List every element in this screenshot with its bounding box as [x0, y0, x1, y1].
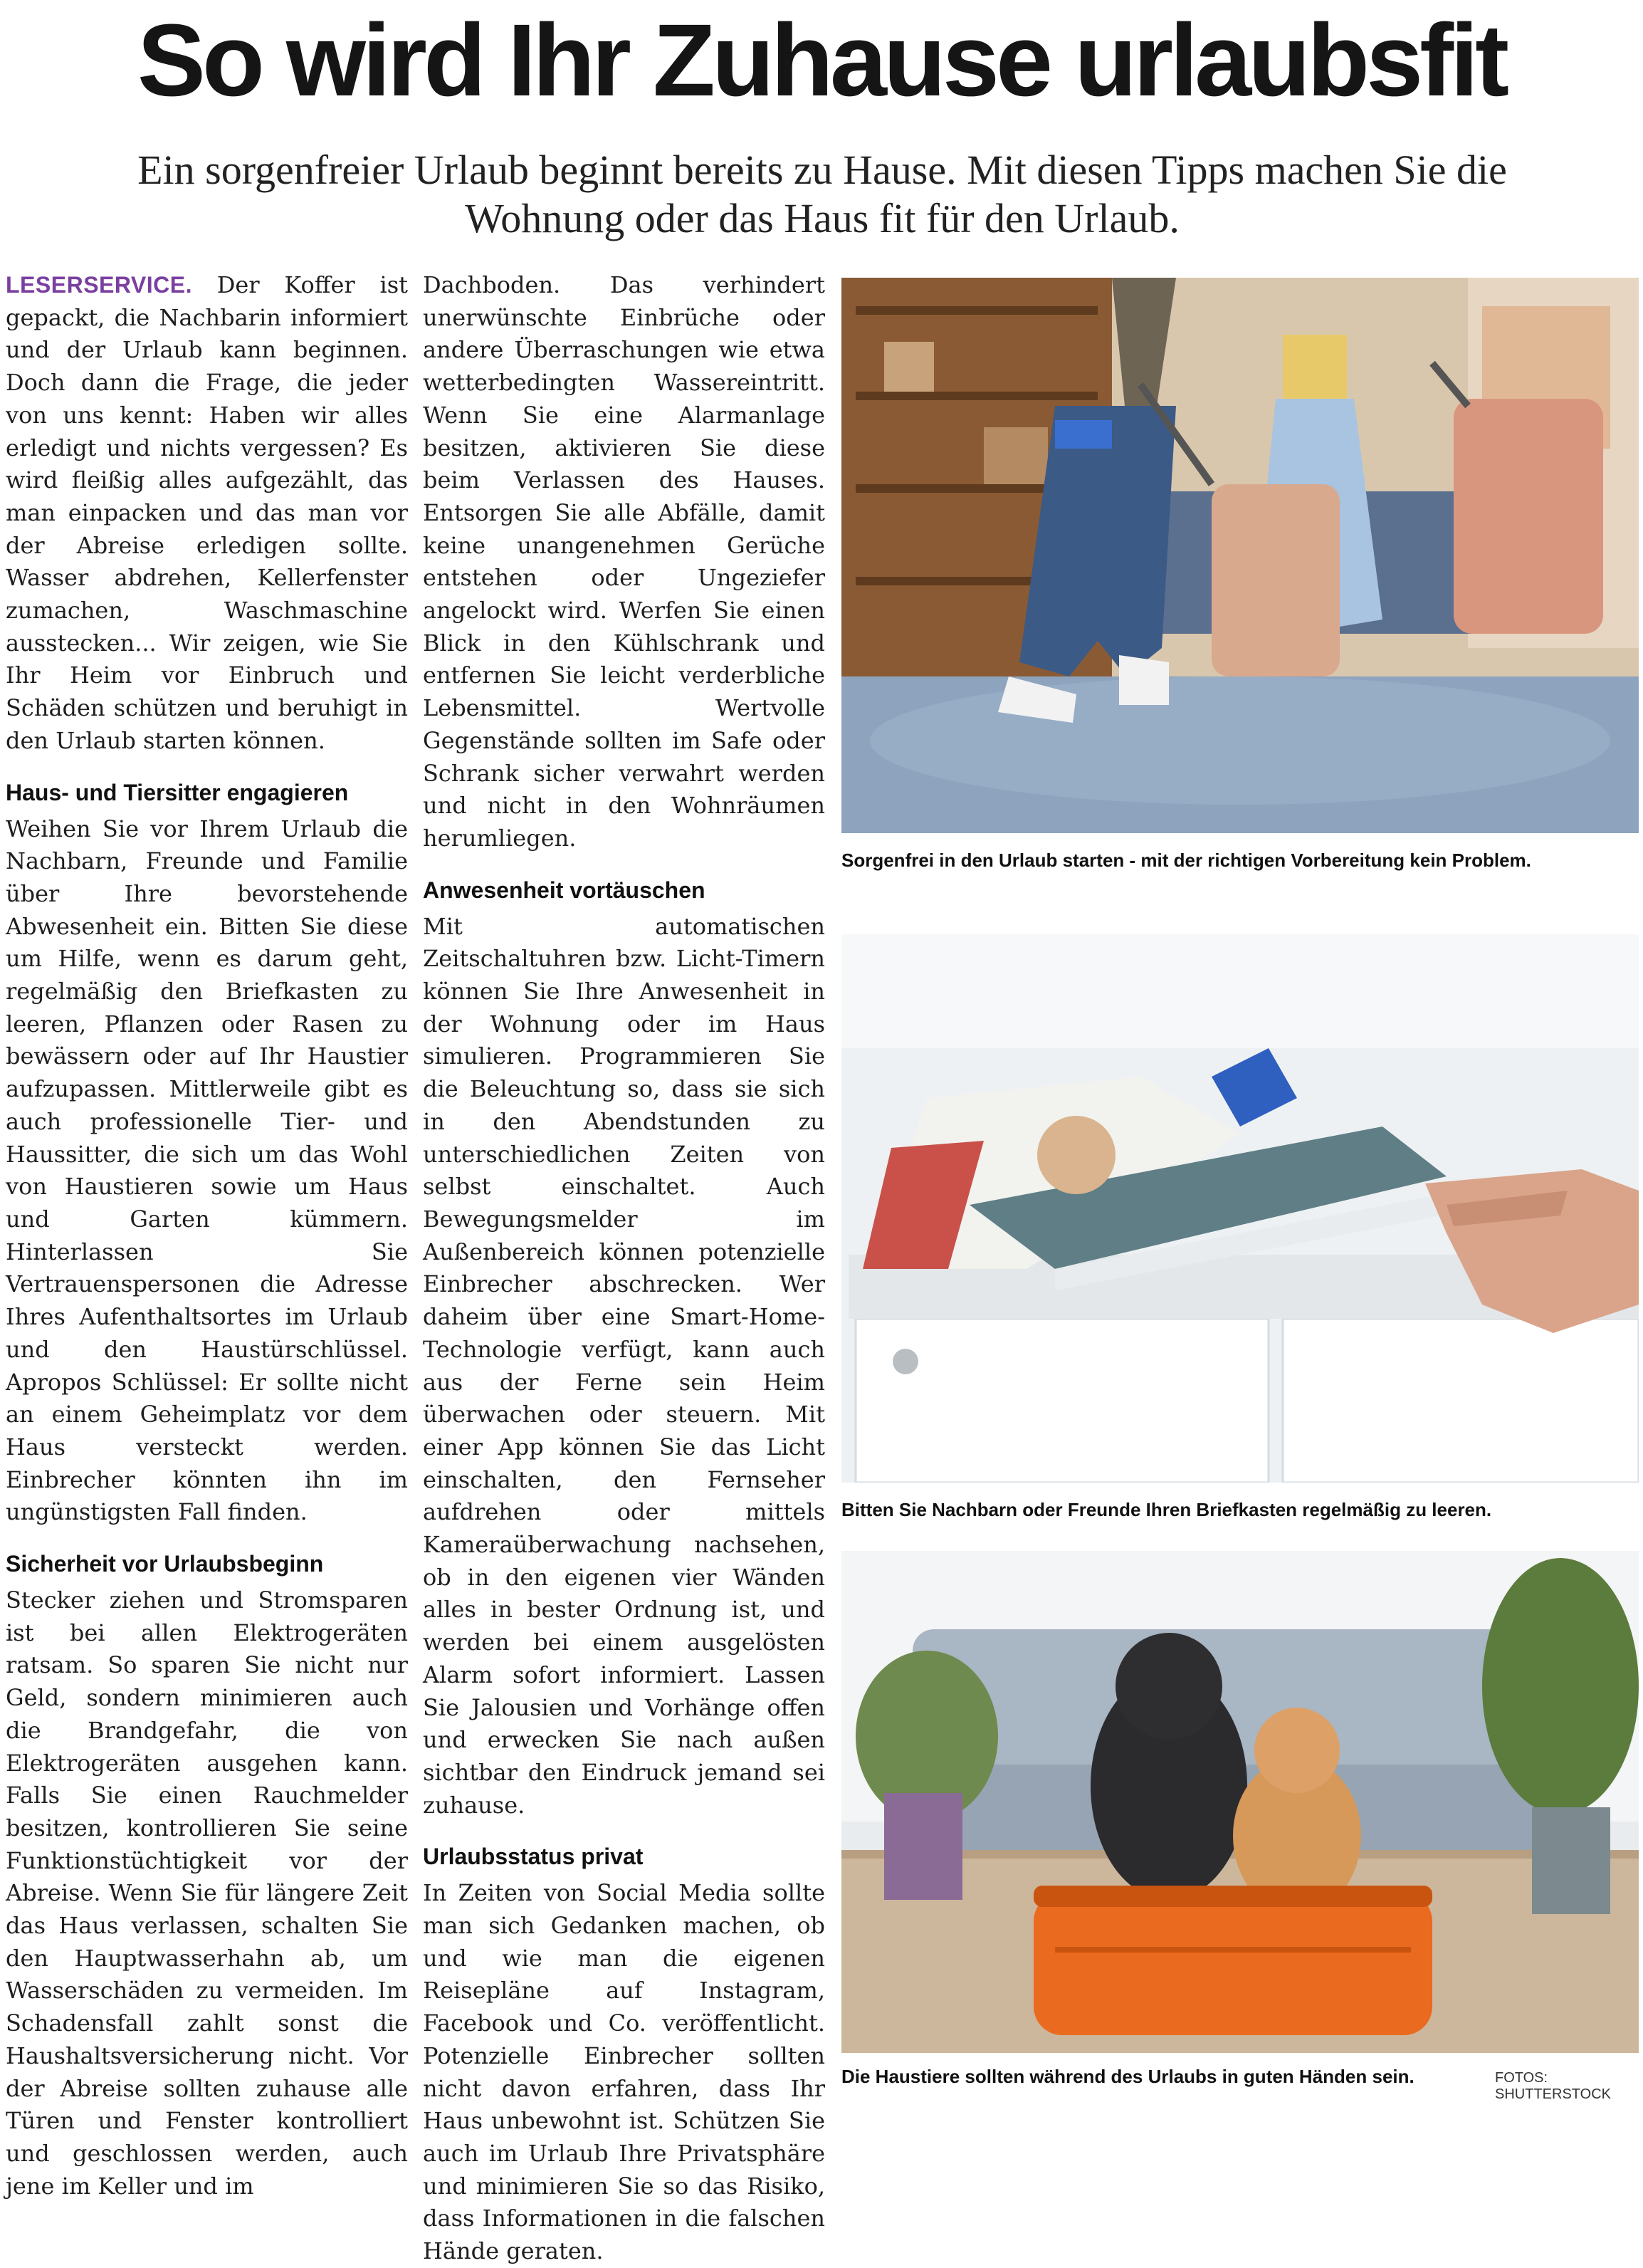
section-heading-urlaubsstatus: Urlaubsstatus privat	[423, 1844, 644, 1870]
caption-photo-1: Sorgenfrei in den Urlaub starten - mit der richtigen Vorbereitung kein Problem.	[841, 850, 1531, 871]
section-text-urlaubsstatus: In Zeiten von Social Media sollte man sich Gedanken machen, ob und wie man die eigenen Reisepläne auf Instagram, Facebook und Co. veröffentlicht. Potenzielle Einbrecher sollten nicht davon erfahren, dass Ihr Haus unbewohnt ist. Schützen Sie auch im Urlaub Ihre Privatsphäre und minimieren Sie so das Risiko, dass Informationen in die falschen Hände geraten.	[423, 1879, 825, 2265]
standfirst: Ein sorgenfreier Urlaub beginnt bereits zu Hause. Mit diesen Tipps machen Sie die Wohnung oder das Haus fit für den Urlaub.	[137, 147, 1507, 241]
kicker: LESERSERVICE.	[6, 272, 192, 298]
section-heading-tiersitter: Haus- und Tiersitter engagieren	[6, 779, 349, 805]
photo-mailbox	[841, 934, 1639, 1483]
intro-paragraph	[6, 269, 408, 758]
section-text-anwesenheit: Mit automatischen Zeitschaltuhren bzw. Licht-Timern können Sie Ihre Anwesenheit in der Wohnung oder im Haus simulieren. Programmieren Sie die Beleuchtung so, dass sie sich in den Abendstunden zu unterschiedlichen Zeiten von selbst einschaltet. Auch Bewegungsmelder im Außenbereich können potenzielle Einbrecher abschrecken. Wer daheim über eine Smart-Home-Technologie verfügt, kann auch aus der Ferne sein Heim überwachen oder steuern. Mit einer App können Sie das Licht einschalten, den Fernseher aufdrehen oder mittels Kameraüberwachung nachsehen, ob in den eigenen vier Wänden alles in bester Ordnung ist, und werden bei einem ausgelösten Alarm sofort informiert. Lassen Sie Jalousien und Vorhänge offen und erwecken Sie nach außen sichtbar den Eindruck jemand sei zuhause.	[423, 912, 825, 1819]
headline: So wird Ihr Zuhause urlaubsfit	[137, 3, 1506, 117]
section-text-sicherheit-continued: Dachboden. Das verhindert unerwünschte Einbrüche oder andere Überraschungen wie etwa wetterbedingten Wassereintritt. Wenn Sie eine Alarmanlage besitzen, aktivieren Sie diese beim Verlassen des Hauses. Entsorgen Sie alle Abfälle, damit keine unangenehmen Gerüche entstehen oder Ungeziefer angelockt wird. Werfen Sie einen Blick in den Kühlschrank und entfernen Sie leicht verderbliche Lebensmittel. Wertvolle Gegenstände sollten im Safe oder Schrank sicher verwahrt werden und nicht in den Wohnräumen herumliegen.	[423, 271, 825, 852]
photo-credit: FOTOS: SHUTTERSTOCK	[1495, 2070, 1611, 2102]
section-heading-sicherheit: Sicherheit vor Urlaubsbeginn	[6, 1551, 324, 1577]
caption-photo-2: Bitten Sie Nachbarn oder Freunde Ihren Briefkasten regelmäßig zu leeren.	[841, 1499, 1492, 1520]
section-text-tiersitter: Weihen Sie vor Ihrem Urlaub die Nachbarn, Freunde und Familie über Ihre bevorstehende Abwesenheit ein. Bitten Sie diese um Hilfe, wenn es darum geht, regelmäßig den Briefkasten zu leeren, Pflanzen oder Rasen zu bewässern oder auf Ihr Haustier aufzupassen. Mittlerweile gibt es auch professionelle Tier- und Haussitter, die sich um das Wohl von Haustieren sowie um Haus und Garten kümmern. Hinterlassen Sie Vertrauenspersonen die Adresse Ihres Aufenthaltsortes im Urlaub und den Haustürschlüssel. Apropos Schlüssel: Er sollte nicht an einem Geheimplatz vor dem Haus versteckt werden. Einbrecher könnten ihn im ungünstigsten Fall finden.	[6, 815, 408, 1526]
text-column-1	[6, 269, 408, 2202]
photo-pets	[841, 1551, 1639, 2053]
section-text-sicherheit: Stecker ziehen und Stromsparen ist bei allen Elektrogeräten ratsam. So sparen Sie nicht nur Geld, sondern minimieren auch die Brandgefahr, die von Elektrogeräten ausgehen kann. Falls Sie einen Rauchmelder besitzen, kontrollieren Sie seine Funktionstüchtigkeit vor der Abreise. Wenn Sie für längere Zeit das Haus verlassen, schalten Sie den Hauptwasserhahn ab, um Wasserschäden zu vermeiden. Im Schadensfall zahlt sonst die Haushaltsversicherung nicht. Vor der Abreise sollten zuhause alle Türen und Fenster kontrolliert und geschlossen werden, auch jene im Keller und im	[6, 1587, 408, 2200]
section-heading-anwesenheit: Anwesenheit vortäuschen	[423, 877, 705, 903]
intro-text: Der Koffer ist gepackt, die Nachbarin informiert und der Urlaub kann beginnen. Doch dann die Frage, die jeder von uns kennt: Haben wir alles erledigt und nichts vergessen? Es wird fleißig alles aufgezählt, das man einpacken und das man vor der Abreise erledigen sollte. Wasser abdrehen, Kellerfenster zumachen, Waschmaschine ausstecken... Wir zeigen, wie Sie Ihr Heim vor Einbruch und Schäden schützen und beruhigt in den Urlaub starten können.	[6, 271, 409, 754]
text-column-2	[423, 269, 825, 2268]
caption-photo-3: Die Haustiere sollten während des Urlaubs in guten Händen sein.	[841, 2066, 1414, 2087]
photo-suitcases	[841, 278, 1639, 833]
